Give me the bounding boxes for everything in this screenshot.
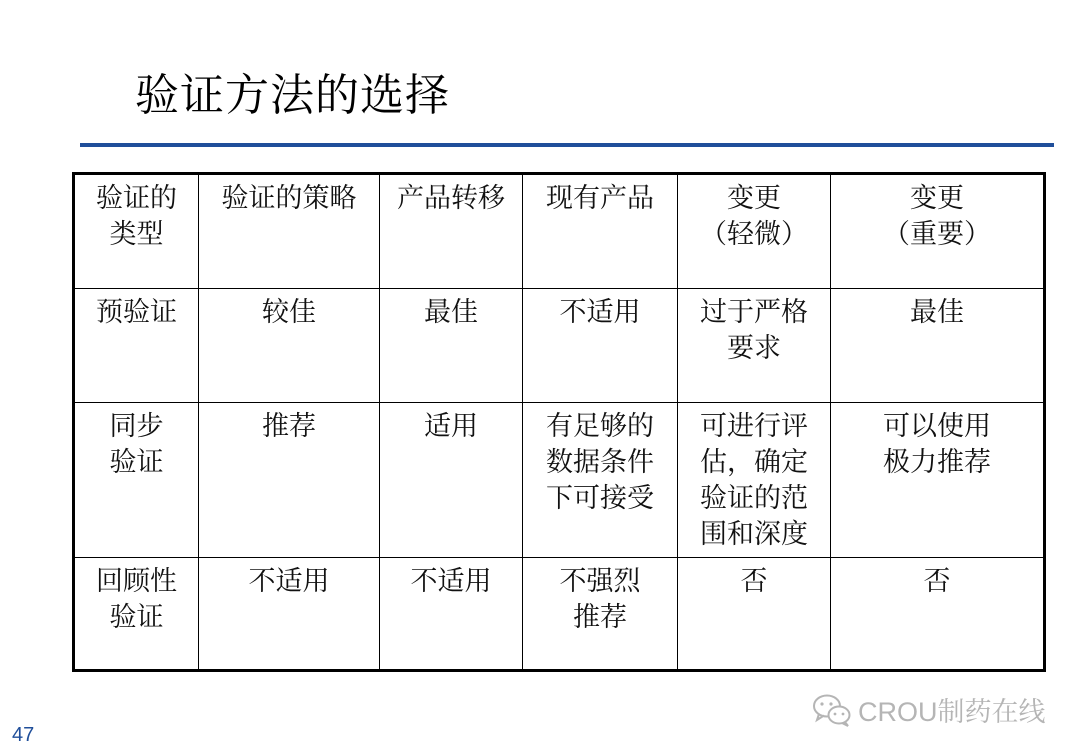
table-row — [74, 289, 1045, 403]
table-cell: 不适用 — [523, 289, 678, 403]
table-header-row — [74, 174, 1045, 289]
title-divider — [80, 143, 1054, 147]
table-row — [74, 403, 1045, 558]
table-cell: 可以使用 极力推荐 — [831, 403, 1045, 558]
table-cell: 不适用 — [380, 558, 523, 671]
table-cell: 较佳 — [199, 289, 380, 403]
table-cell: 有足够的 数据条件 下可接受 — [523, 403, 678, 558]
page-number: 47 — [12, 724, 35, 746]
table-cell: 最佳 — [380, 289, 523, 403]
validation-method-table — [72, 172, 1046, 672]
table-cell: 不强烈 推荐 — [523, 558, 678, 671]
table-cell: 适用 — [380, 403, 523, 558]
chat-bubbles-icon — [812, 693, 852, 727]
table-cell: 否 — [678, 558, 831, 671]
watermark — [812, 690, 1046, 729]
header-cell-major-change: 变更 （重要） — [831, 174, 1045, 289]
header-cell-minor-change: 变更 （轻微） — [678, 174, 831, 289]
header-cell-existing: 现有产品 — [523, 174, 678, 289]
row-label-prospective: 预验证 — [74, 289, 199, 403]
slide-title: 验证方法的选择 — [135, 70, 450, 121]
table-cell: 可进行评 估，确定 验证的范 围和深度 — [678, 403, 831, 558]
row-label-retrospective: 回顾性 验证 — [74, 558, 199, 671]
table-cell: 过于严格 要求 — [678, 289, 831, 403]
table-cell: 最佳 — [831, 289, 1045, 403]
table-cell: 不适用 — [199, 558, 380, 671]
table-cell: 否 — [831, 558, 1045, 671]
header-cell-strategy: 验证的策略 — [199, 174, 380, 289]
table-row — [74, 558, 1045, 671]
header-cell-type: 验证的 类型 — [74, 174, 199, 289]
row-label-concurrent: 同步 验证 — [74, 403, 199, 558]
header-cell-transfer: 产品转移 — [380, 174, 523, 289]
table-cell: 推荐 — [199, 403, 380, 558]
watermark-text: CROU制药在线 — [858, 697, 1046, 727]
